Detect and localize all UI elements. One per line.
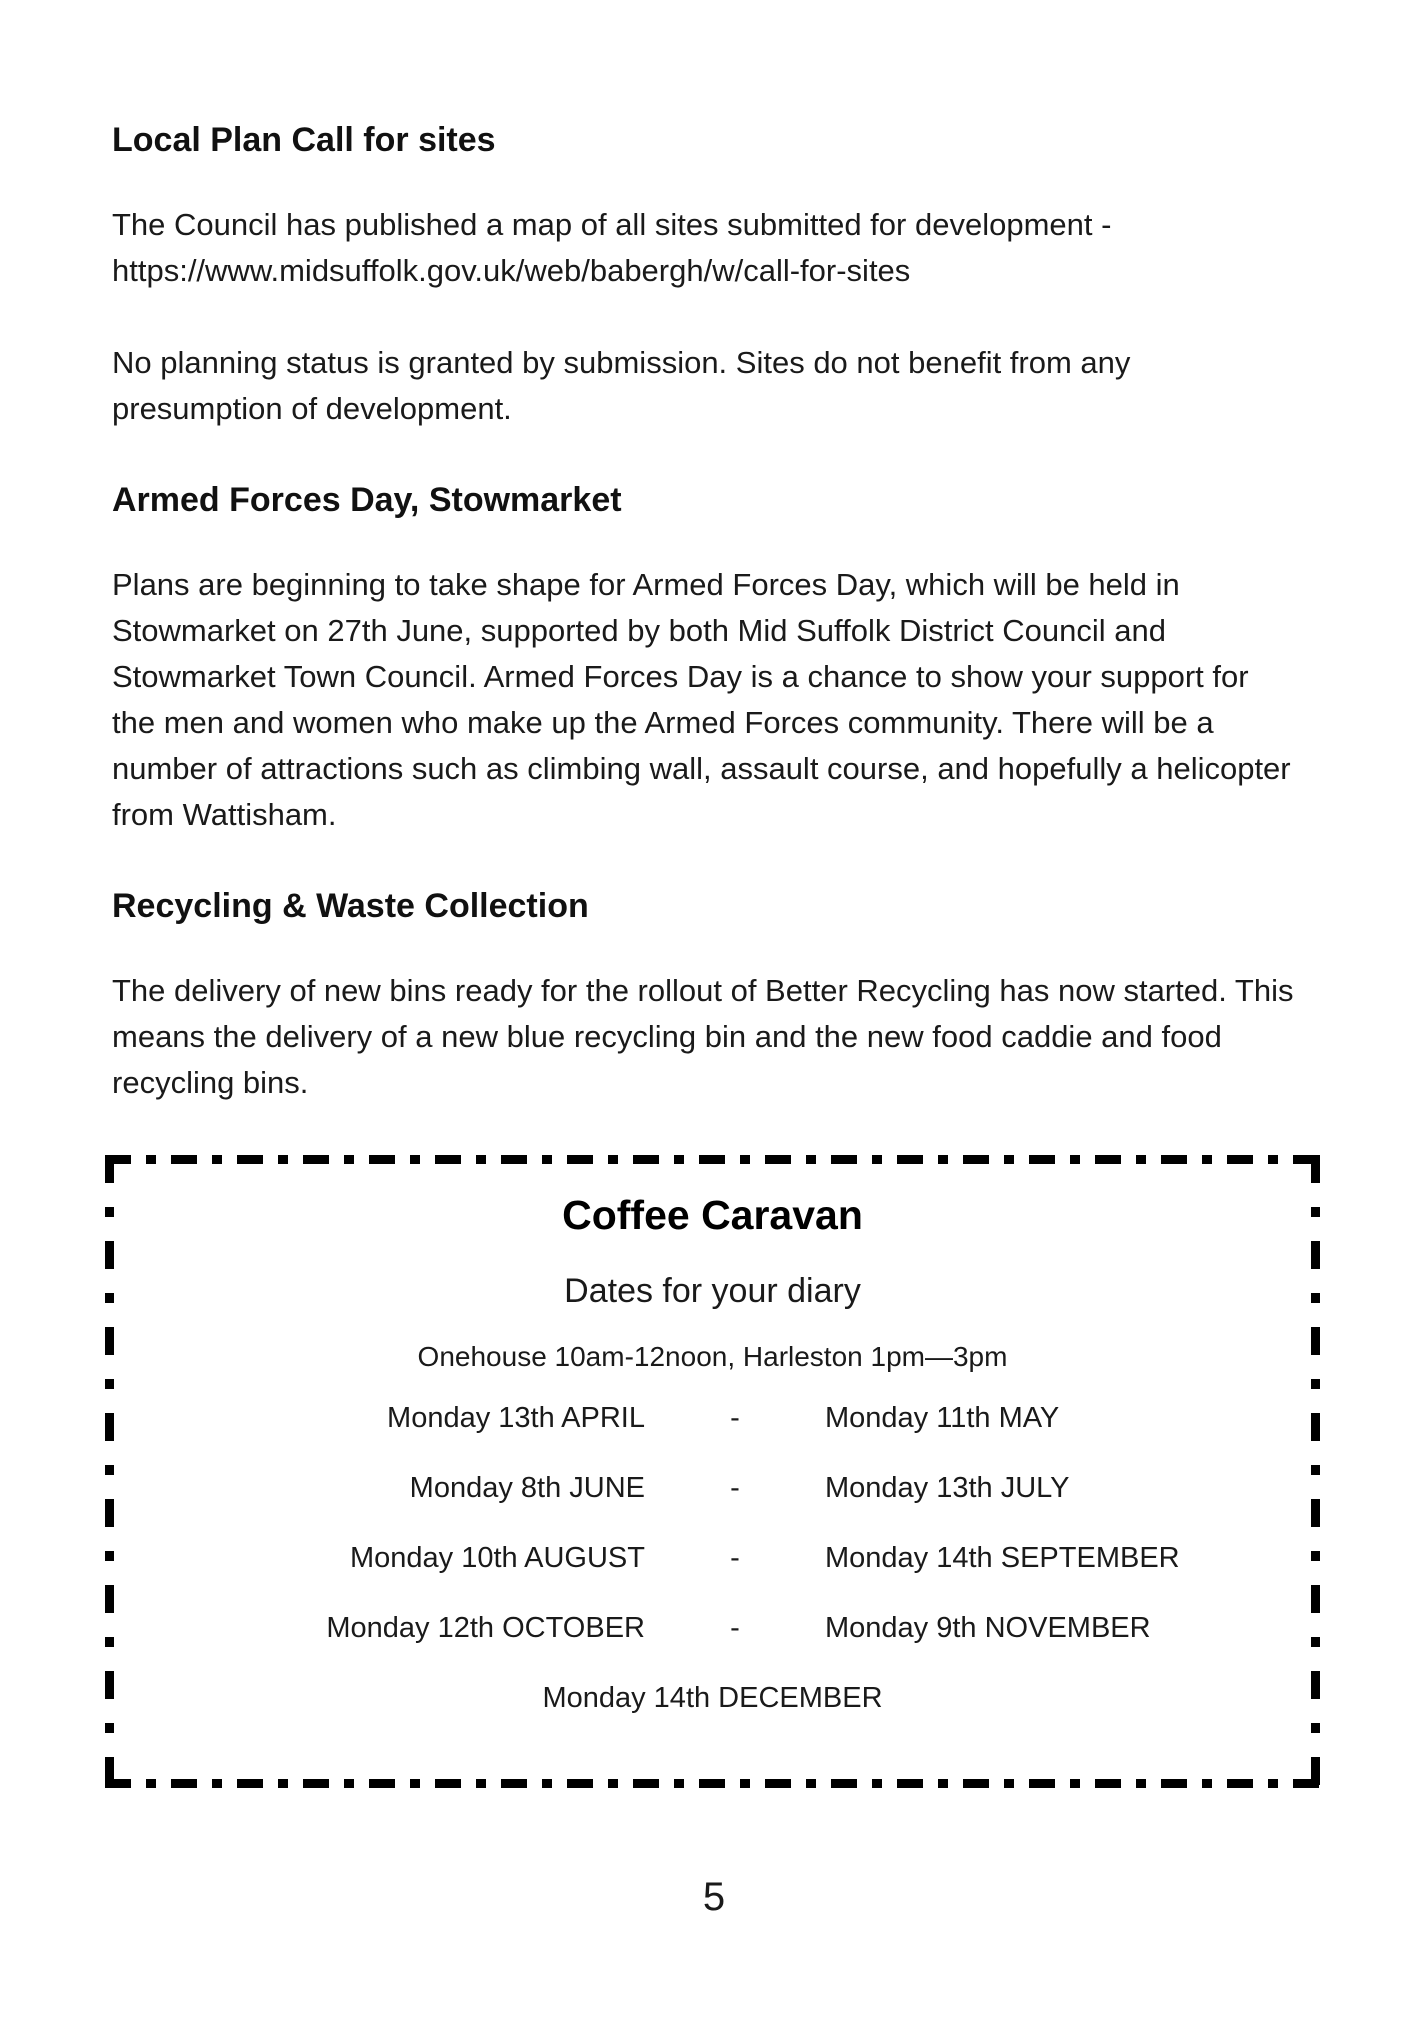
date-row xyxy=(105,1523,1320,1593)
date-row xyxy=(105,1383,1320,1453)
date-left: Monday 12th OCTOBER xyxy=(326,1611,645,1644)
date-left: Monday 8th JUNE xyxy=(409,1471,645,1504)
coffee-caravan-title: Coffee Caravan xyxy=(562,1192,863,1238)
section-local-plan-call-for-sites xyxy=(112,118,1297,432)
box-border-bottom xyxy=(105,1779,1320,1788)
coffee-caravan-subtitle: Dates for your diary xyxy=(564,1272,861,1310)
section-heading: Recycling & Waste Collection xyxy=(112,887,589,925)
date-right: Monday 13th JULY xyxy=(825,1471,1070,1504)
date-row xyxy=(105,1593,1320,1663)
section-armed-forces-day xyxy=(112,478,1297,838)
section-heading: Local Plan Call for sites xyxy=(112,121,496,159)
coffee-caravan-schedule-note: Onehouse 10am-12noon, Harleston 1pm—3pm xyxy=(417,1341,1008,1372)
date-row xyxy=(105,1453,1320,1523)
date-right: Monday 11th MAY xyxy=(825,1401,1060,1434)
paragraph: The Council has published a map of all sites submitted for development - https://www.midsuffolk.gov.uk/web/babergh/w/call-for-sites xyxy=(112,207,1112,288)
date-left: Monday 10th AUGUST xyxy=(350,1541,645,1574)
date-separator: - xyxy=(730,1611,740,1644)
date-left: Monday 13th APRIL xyxy=(387,1401,645,1434)
coffee-caravan-box xyxy=(105,1155,1320,1788)
box-border-top xyxy=(105,1155,1320,1164)
coffee-caravan-date-list xyxy=(105,1383,1320,1733)
date-separator: - xyxy=(730,1401,740,1434)
date-right: Monday 14th SEPTEMBER xyxy=(825,1541,1180,1574)
box-border-right xyxy=(1311,1155,1320,1788)
page-number: 5 xyxy=(702,1875,726,1919)
date-separator: - xyxy=(730,1541,740,1574)
paragraph: No planning status is granted by submission. Sites do not benefit from any presumption of development. xyxy=(112,345,1131,426)
paragraph: The delivery of new bins ready for the rollout of Better Recycling has now started. This means the delivery of a new blue recycling bin and the new food caddie and food recycling bins. xyxy=(112,973,1294,1100)
date-right: Monday 9th NOVEMBER xyxy=(825,1611,1151,1644)
box-border-left xyxy=(105,1155,114,1788)
section-heading: Armed Forces Day, Stowmarket xyxy=(112,481,622,519)
page-content xyxy=(112,118,1297,1152)
date-separator: - xyxy=(730,1471,740,1504)
paragraph: Plans are beginning to take shape for Armed Forces Day, which will be held in Stowmarket on 27th June, supported by both Mid Suffolk District Council and Stowmarket Town Council. Armed Forces Day is a chance to show your support for the men and women who make up the Armed Forces community. There will be a number of attractions such as climbing wall, assault course, and hopefully a helicopter from Wattisham. xyxy=(112,567,1291,832)
date-final: Monday 14th DECEMBER xyxy=(542,1681,883,1714)
section-recycling-waste-collection xyxy=(112,884,1297,1106)
